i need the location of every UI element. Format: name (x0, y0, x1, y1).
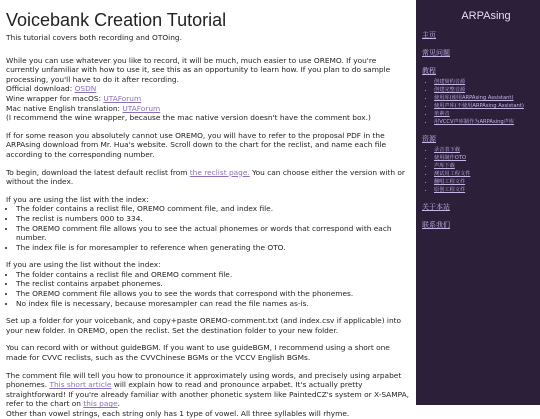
list-item: • The OREMO comment file allows you to see the actual phonemes or words that correspond with each number. (16, 224, 410, 243)
sidebar (416, 0, 540, 405)
page-subtitle: This tutorial covers both recording and OTOing. (6, 33, 182, 42)
short-article-link[interactable]: This short article (49, 380, 112, 390)
sidebar-tutorials-block (416, 66, 540, 126)
sidebar-item-about[interactable]: 关于本站 (422, 203, 450, 211)
without-index-heading: If you are using the list without the index: (6, 260, 161, 270)
with-index-heading: If you are using the list with the index: (6, 194, 149, 204)
tutorials-list (416, 78, 540, 126)
bgm-paragraph: You can record with or without guideBGM. If you want to use guideBGM, I recommend using a short one made for CVVC reclists, such as the CVVChinese BGMs or the VCCV English BGMs. (6, 343, 390, 363)
sidebar-item-resources[interactable]: 资源 (422, 135, 436, 143)
sidebar-about-block (416, 202, 540, 212)
with-index-list (6, 204, 410, 252)
begin-suffix: You can choose either the version with or without the index. (6, 167, 405, 187)
reclist-page-link[interactable]: the reclist page. (189, 167, 250, 177)
sidebar-subitem[interactable]: • 录音表下载 (434, 146, 540, 154)
sidebar-subitem[interactable]: • 使用制作OTO (434, 154, 540, 162)
comment-paragraph (6, 371, 410, 419)
sidebar-item-home[interactable]: 主页 (422, 31, 436, 39)
comment-mid: will explain how to read and pronounce arpabet. It's actually pretty straightforward! If you're already familiar with another phonetic system like PaintedCZ's system or X-SAMPA, refer to the chart on (6, 380, 409, 409)
sidebar-item-faq[interactable]: 常见问题 (422, 49, 450, 57)
begin-paragraph (6, 168, 410, 187)
sidebar-subitem[interactable]: • 使用声库(不使用ARPAsing Assistant) (434, 102, 540, 110)
without-index-list (6, 270, 410, 308)
sidebar-subitem[interactable]: • 单素音 (434, 110, 540, 118)
wine-label: Wine wrapper for macOS: (6, 93, 104, 103)
wine-utaforum-link[interactable]: UTAForum (103, 93, 142, 103)
vowel-line: Other than vowel strings, each string only has 1 type of vowel. All three syllables will rhyme. (6, 409, 350, 418)
sidebar-subitem[interactable]: • 创建简约音源 (434, 78, 540, 86)
sidebar-home-block (416, 30, 540, 40)
official-download-label: Official download: (6, 84, 75, 94)
list-item: • The folder contains a reclist file and OREMO comment file. (16, 270, 410, 280)
comment-suffix: . (117, 399, 120, 409)
arpasing-paragraph: If for some reason you absolutely cannot use OREMO, you will have to refer to the proposal PDF in the ARPAsing download from Mr. Hua's website. Scroll down to the chart for the reclist, and name each file according to the corresponding number. (6, 130, 386, 159)
intro-paragraph (6, 56, 410, 123)
sidebar-subitem[interactable]: • 创建完整音源 (434, 86, 540, 94)
sidebar-subitem[interactable]: • 使用库(使用ARPAsing Assistant) (434, 94, 540, 102)
sidebar-resources-block (416, 134, 540, 194)
list-item: • The index file is for moresampler to reference when generating the OTO. (16, 243, 410, 253)
sidebar-item-tutorials[interactable]: 教程 (422, 67, 436, 75)
this-page-link[interactable]: this page (83, 399, 118, 409)
page-title: Voicebank Creation Tutorial (6, 10, 227, 30)
begin-text: To begin, download the latest default reclist from (6, 167, 190, 177)
sidebar-item-contact[interactable]: 联系我们 (422, 221, 450, 229)
setup-paragraph: Set up a folder for your voicebank, and copy+paste OREMO-comment.txt (and index.csv if applicable) into your new folder. In OREMO, open the reclist. Set the destination folder to your new folder. (6, 316, 402, 335)
mac-translation-label: Mac native English translation: (6, 103, 123, 113)
list-item: • The folder contains a reclist file, OREMO comment file, and index file. (16, 204, 410, 214)
sidebar-contact-block (416, 220, 540, 230)
sidebar-faq-block (416, 48, 540, 58)
list-item: • The reclist is numbers 000 to 334. (16, 214, 410, 224)
sidebar-subitem[interactable]: • 用VCCV声库制作为ARPAsing声库 (434, 118, 540, 126)
list-item: • No index file is necessary, because moresampler can read the file names as-is. (16, 299, 410, 309)
comment-text: The comment file will tell you how to pronounce it approximately using words, and precisely using arpabet phonemes. (6, 370, 402, 390)
sidebar-subitem[interactable]: • 声库下载 (434, 162, 540, 170)
site-brand[interactable]: ARPAsing (461, 10, 511, 22)
intro-text: While you can use whatever you like to record, it will be much, much easier to use OREMO. If you're currently unfamiliar with how to use it, see this as an opportunity to learn how. If you plan to do sample processing, you'll have to do it after recording. (6, 55, 391, 84)
sidebar-subitem[interactable]: • 原创工程文件 (434, 186, 540, 194)
list-item: • The OREMO comment file allows you to see the words that correspond with the phonemes. (16, 289, 410, 299)
mac-utaforum-link[interactable]: UTAForum (122, 103, 161, 113)
osdn-link[interactable]: OSDN (74, 84, 97, 94)
recommend-note: (I recommend the wine wrapper, because the mac native version doesn't have the comment box.) (6, 113, 371, 123)
sidebar-subitem[interactable]: • 测试用工程文件 (434, 170, 540, 178)
sidebar-subitem[interactable]: • 翻唱工程文件 (434, 178, 540, 186)
resources-list (416, 146, 540, 194)
list-item: • The reclist contains arpabet phonemes. (16, 279, 410, 289)
